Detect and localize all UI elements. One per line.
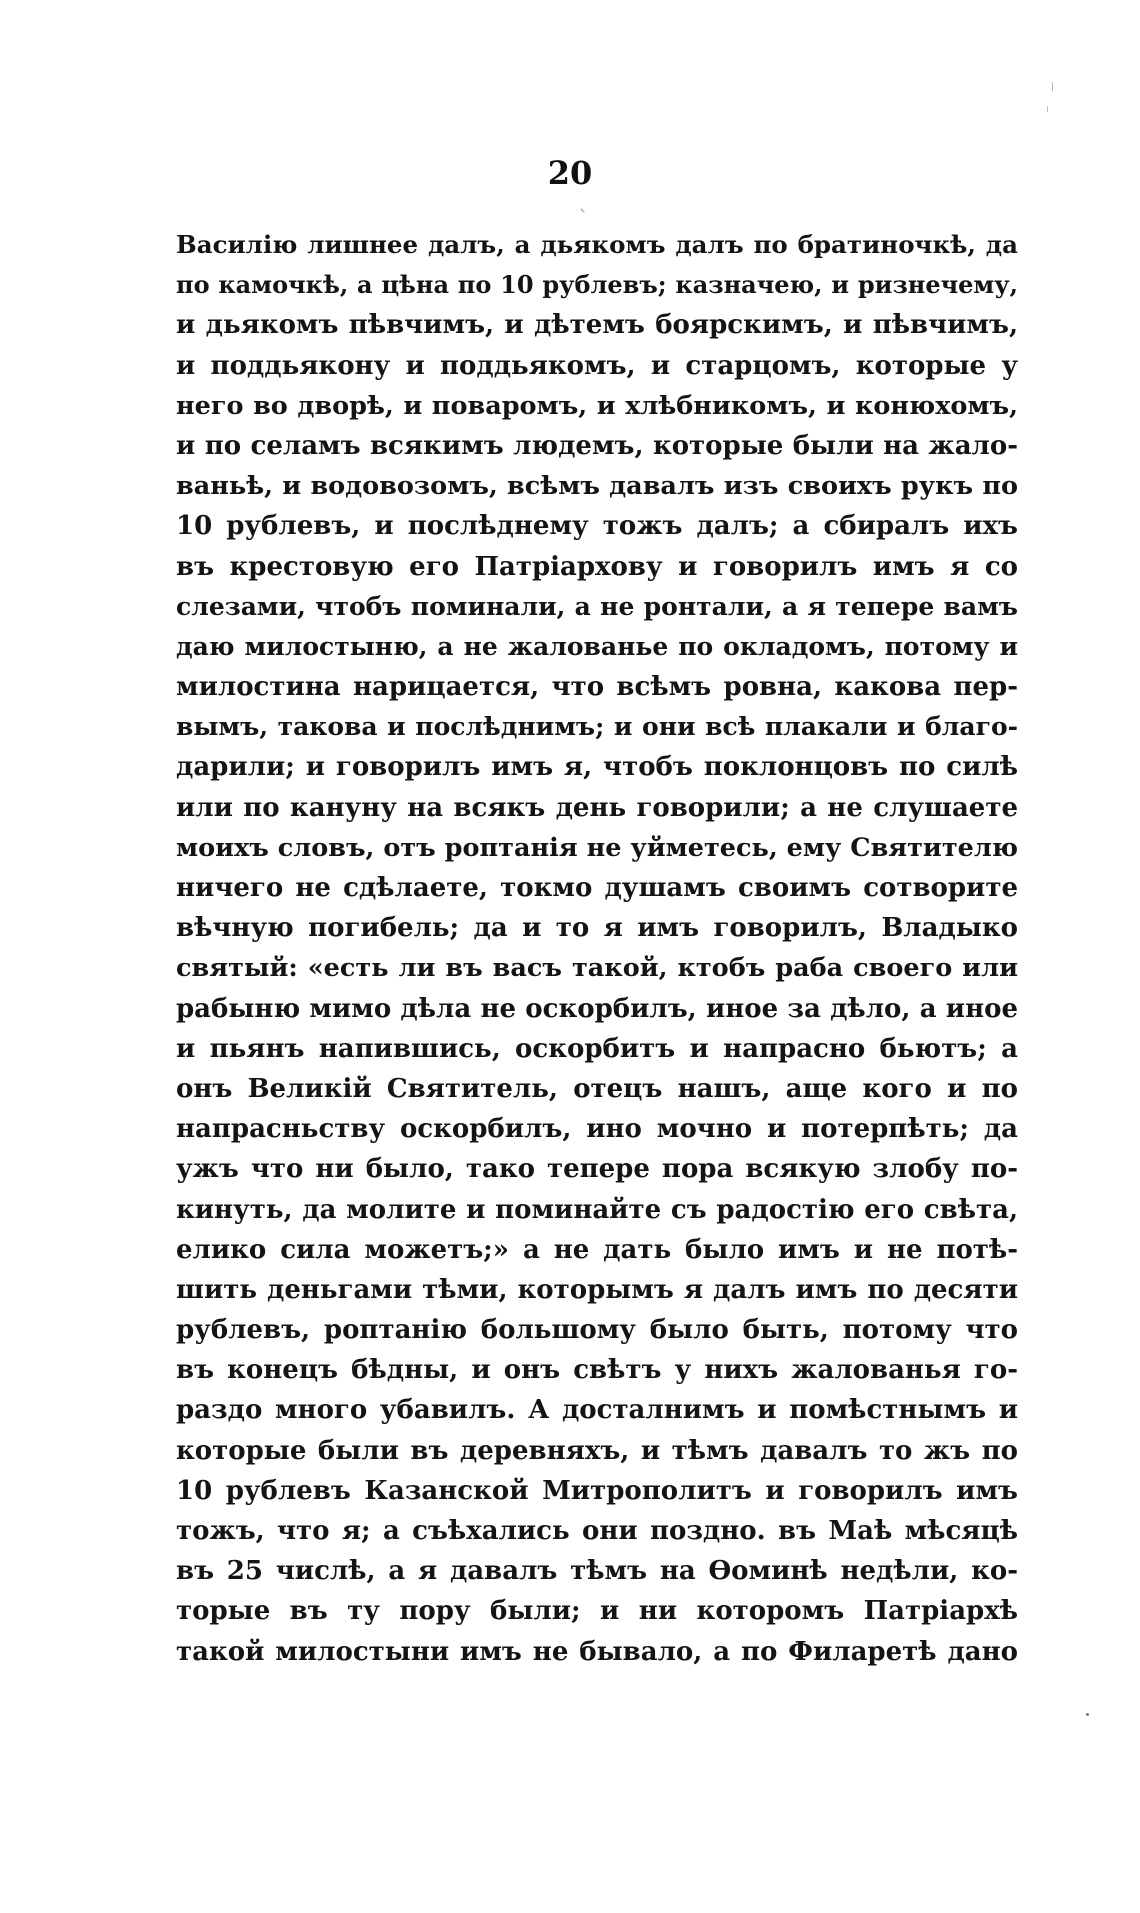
text-line: и поддьякону и поддьякомъ, и старцомъ, которые у bbox=[176, 350, 1018, 381]
text-line: шить деньгами тѣми, которымъ я далъ имъ по десяти bbox=[176, 1274, 1018, 1305]
text-line: или по кануну на всякъ день говорили; а не слушаете bbox=[176, 792, 1018, 823]
text-line: елико сила можетъ;» а не дать было имъ и не потѣ- bbox=[176, 1234, 1018, 1265]
text-line: вѣчную погибель; да и то я имъ говорилъ, Владыко bbox=[176, 913, 1018, 944]
text-line: 10 рублевъ, и послѣднему тожъ далъ; а сбиралъ ихъ bbox=[176, 511, 1018, 542]
text-line: въ крестовую его Патріархову и говорилъ имъ я со bbox=[176, 551, 1018, 582]
text-line: даю милостыню, а не жалованье по окладомъ, потому и bbox=[176, 631, 1018, 661]
text-line: напрасньству оскорбилъ, ино мочно и потерпѣть; да bbox=[176, 1114, 1018, 1145]
text-line: онъ Великій Святитель, отецъ нашъ, аще кого и по bbox=[176, 1073, 1018, 1104]
text-line: вымъ, такова и послѣднимъ; и они всѣ плакали и благо- bbox=[176, 712, 1018, 742]
text-line: раздо много убавилъ. А досталнимъ и помѣстнымъ и bbox=[176, 1395, 1018, 1426]
text-line: милостина нарицается, что всѣмъ ровна, какова пер- bbox=[176, 672, 1018, 703]
text-line: въ 25 числѣ, а я давалъ тѣмъ на Ѳоминѣ недѣли, ко- bbox=[176, 1556, 1018, 1587]
text-line: въ конецъ бѣдны, и онъ свѣтъ у нихъ жалованья го- bbox=[176, 1355, 1018, 1386]
text-line: ужъ что ни было, тако тепере пора всякую злобу по- bbox=[176, 1154, 1018, 1185]
scan-speck bbox=[580, 208, 584, 212]
text-line: него во дворѣ, и поваромъ, и хлѣбникомъ, и конюхомъ, bbox=[176, 390, 1018, 421]
text-line: рублевъ, роптанію большому было быть, потому что bbox=[176, 1315, 1018, 1346]
text-line: дарили; и говорилъ имъ я, чтобъ поклонцовъ по силѣ bbox=[176, 752, 1018, 783]
text-line: и дьякомъ пѣвчимъ, и дѣтемъ боярскимъ, и пѣвчимъ, bbox=[176, 310, 1018, 341]
text-line: кинуть, да молите и поминайте съ радостію его свѣта, bbox=[176, 1194, 1018, 1225]
text-line: тожъ, что я; а съѣхались они поздно. въ Маѣ мѣсяцѣ bbox=[176, 1516, 1018, 1546]
text-line: и по селамъ всякимъ людемъ, которые были на жало- bbox=[176, 430, 1018, 461]
text-line: рабыню мимо дѣла не оскорбилъ, иное за дѣло, а иное bbox=[176, 993, 1018, 1024]
body-text bbox=[176, 225, 1018, 1672]
text-line: ничего не сдѣлаете, токмо душамъ своимъ сотворите bbox=[176, 873, 1018, 903]
text-line: святый: «есть ли въ васъ такой, ктобъ раба своего или bbox=[176, 953, 1018, 984]
text-line: такой милостыни имъ не бывало, а по Филаретѣ дано bbox=[176, 1636, 1018, 1667]
text-line: по камочкѣ, а цѣна по 10 рублевъ; казначею, и ризнечему, bbox=[176, 270, 1018, 300]
text-line: торые въ ту пору были; и ни которомъ Патріархѣ bbox=[176, 1596, 1018, 1627]
text-line: и пьянъ напившись, оскорбитъ и напрасно бьютъ; а bbox=[176, 1033, 1018, 1064]
text-line: 10 рублевъ Казанской Митрополитъ и говорилъ имъ bbox=[176, 1475, 1018, 1506]
text-line: ваньѣ, и водовозомъ, всѣмъ давалъ изъ своихъ рукъ по bbox=[176, 471, 1018, 502]
scan-speck bbox=[1052, 82, 1053, 91]
text-line: Василію лишнее далъ, а дьякомъ далъ по братиночкѣ, да bbox=[176, 230, 1018, 259]
page-number: 20 bbox=[547, 154, 593, 192]
text-line: моихъ словъ, отъ роптанія не уйметесь, ему Святителю bbox=[176, 832, 1018, 863]
text-line: которые были въ деревняхъ, и тѣмъ давалъ то жъ по bbox=[176, 1435, 1018, 1466]
text-line: слезами, чтобъ поминали, а не ронтали, а я тепере вамъ bbox=[176, 591, 1018, 621]
scan-speck bbox=[1086, 1713, 1089, 1716]
scan-speck bbox=[1047, 106, 1048, 112]
